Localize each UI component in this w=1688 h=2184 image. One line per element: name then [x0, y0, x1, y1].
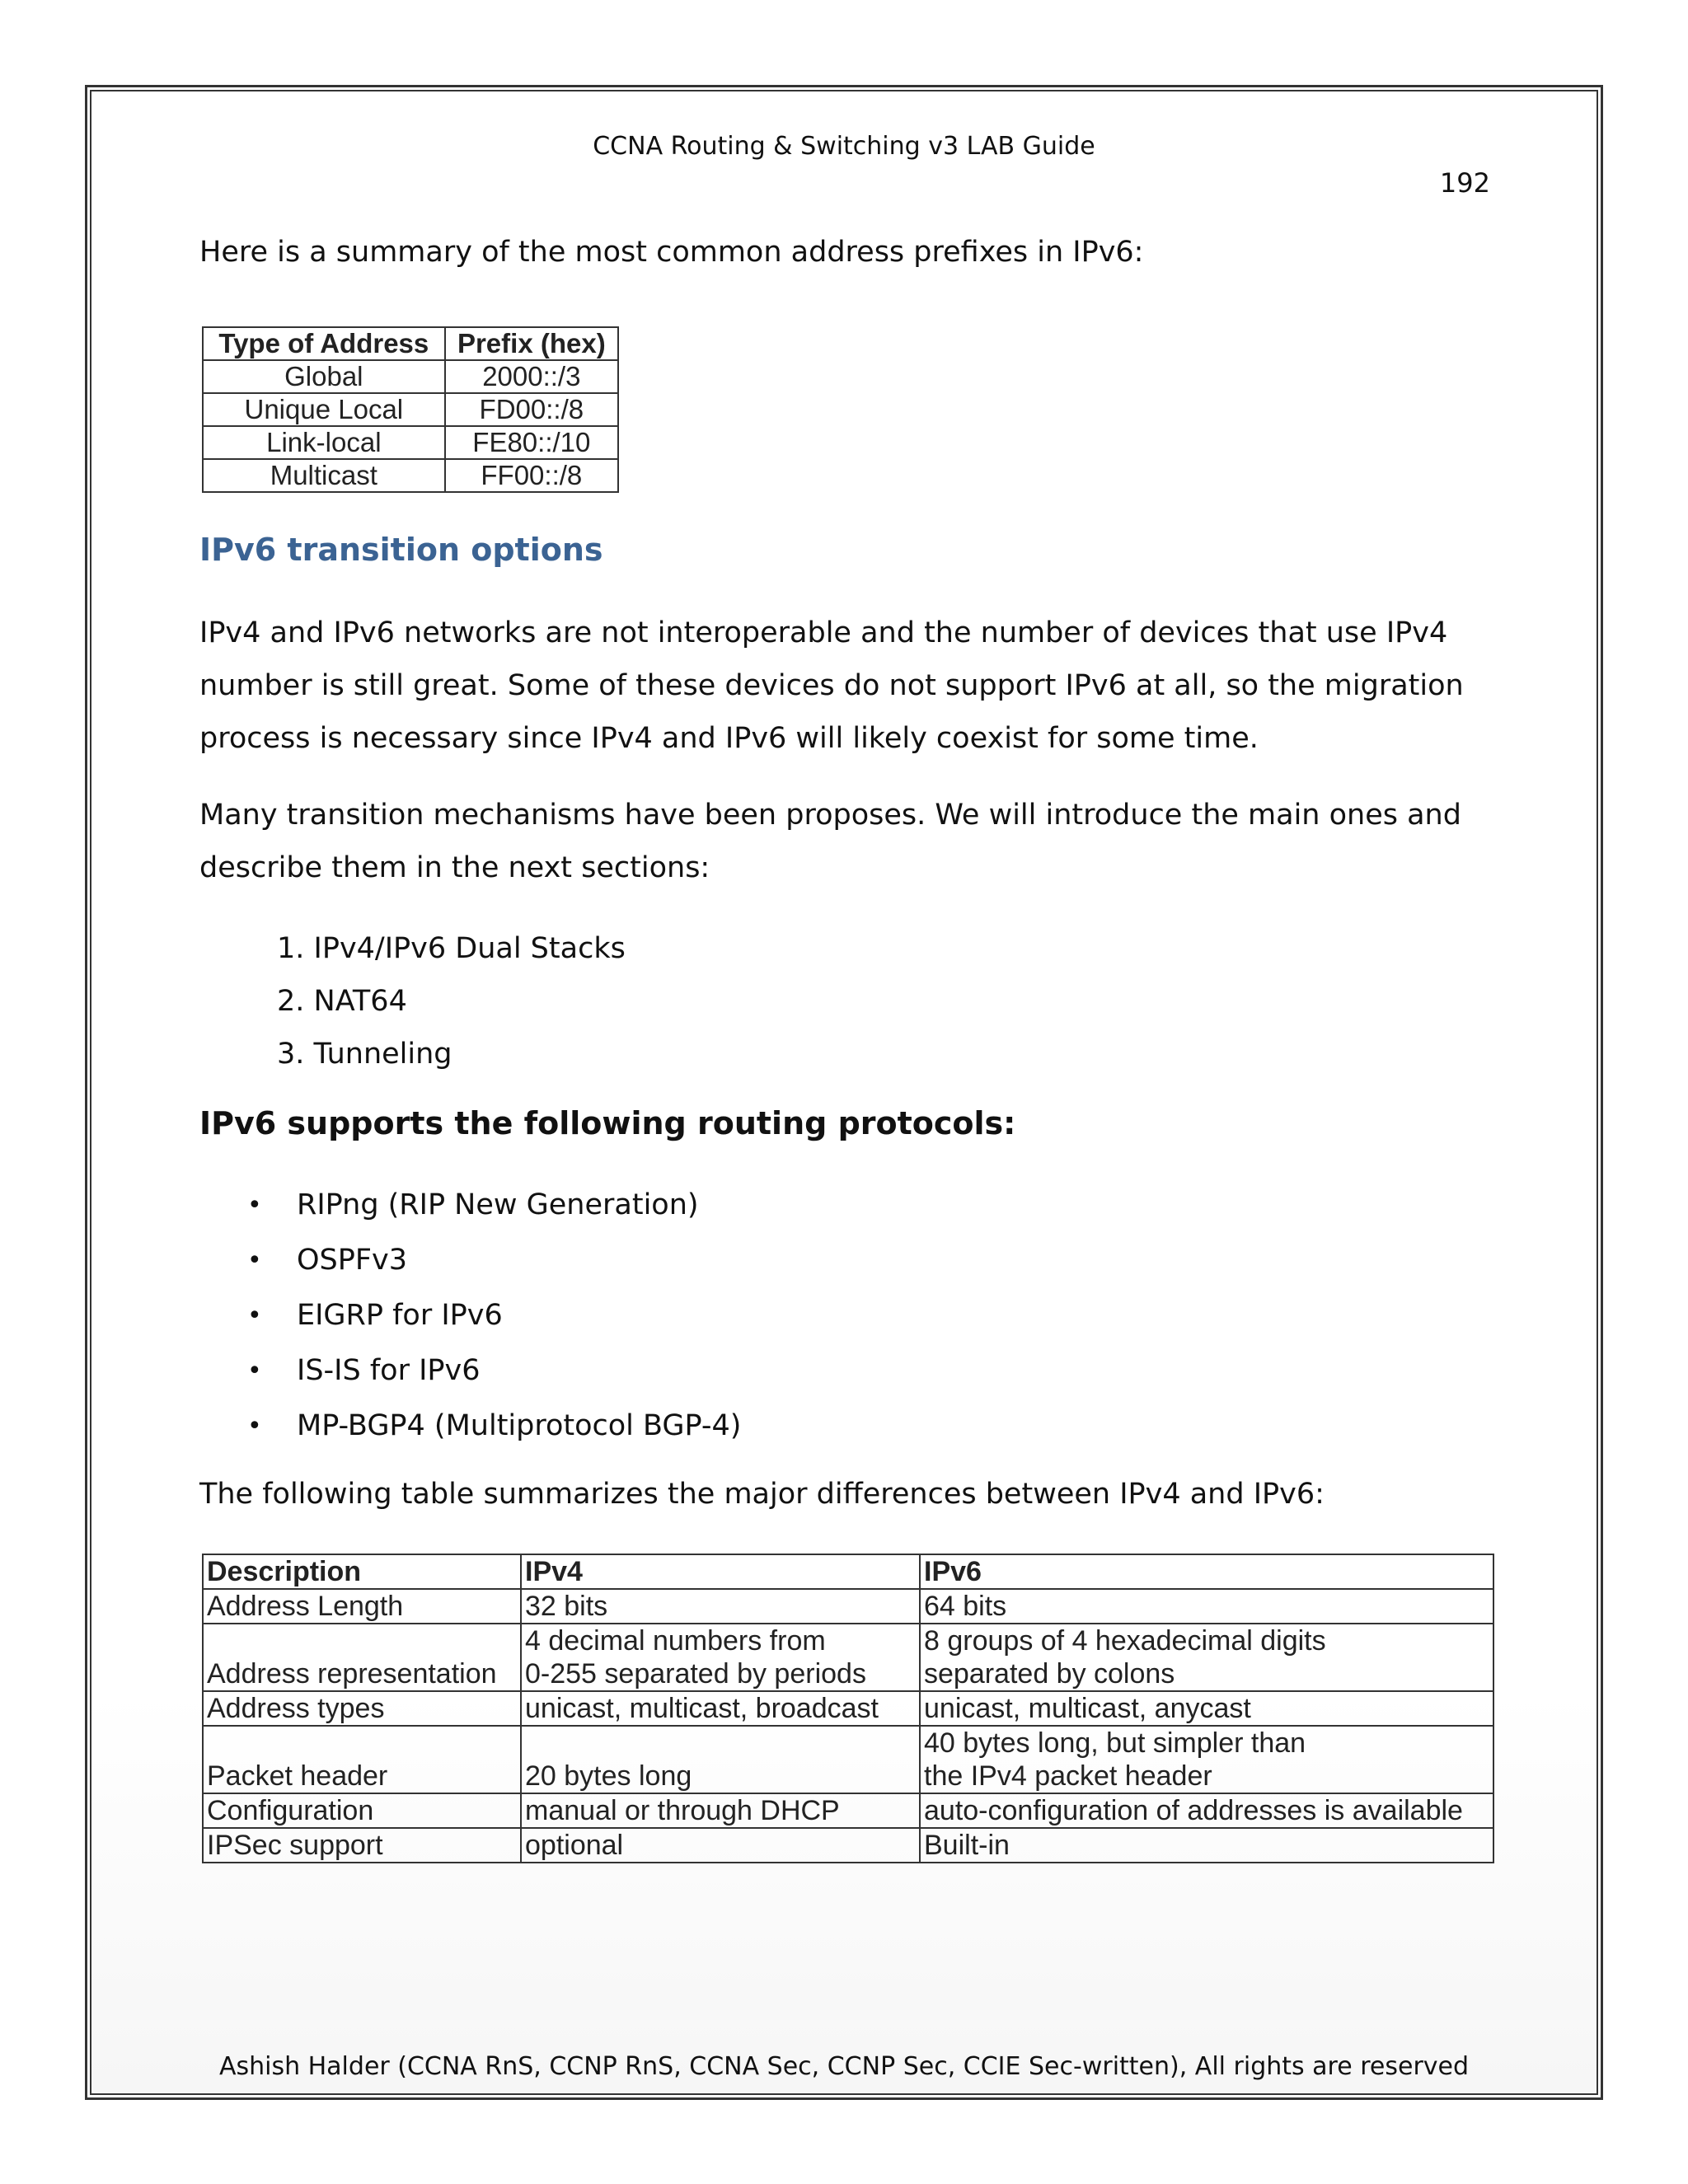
bullet-icon: •	[247, 1301, 262, 1330]
table-cell: Unique Local	[203, 393, 445, 426]
table-cell: FD00::/8	[445, 393, 618, 426]
table-cell: Multicast	[203, 459, 445, 492]
table-cell: Address Length	[203, 1589, 521, 1624]
page-number: 192	[1439, 167, 1490, 199]
table-cell: 32 bits	[521, 1589, 920, 1624]
table-cell: FF00::/8	[445, 459, 618, 492]
table-cell: 64 bits	[920, 1589, 1493, 1624]
prefix-table-header: Prefix (hex)	[445, 327, 618, 360]
table-row	[203, 459, 618, 492]
list-item: 3. Tunneling	[277, 1038, 452, 1071]
list-item: MP-BGP4 (Multiprotocol BGP-4)	[297, 1409, 742, 1442]
table-row	[203, 1828, 1493, 1863]
cell-line: 4 decimal numbers from	[525, 1625, 826, 1657]
bullet-icon: •	[247, 1357, 262, 1385]
table-row	[203, 1793, 1493, 1828]
table-row	[203, 1691, 1493, 1726]
cell-line: the IPv4 packet header	[924, 1760, 1212, 1792]
table-cell	[920, 1726, 1493, 1793]
cell-line: 40 bytes long, but simpler than	[924, 1727, 1306, 1759]
comparison-table-header: IPv4	[521, 1554, 920, 1589]
table-cell: optional	[521, 1828, 920, 1863]
table-cell: unicast, multicast, anycast	[920, 1691, 1493, 1726]
table-row	[203, 360, 618, 393]
table-cell: FE80::/10	[445, 426, 618, 459]
prefix-table-header: Type of Address	[203, 327, 445, 360]
transition-heading: IPv6 transition options	[199, 532, 603, 568]
bullet-icon: •	[247, 1412, 262, 1441]
table-cell: manual or through DHCP	[521, 1793, 920, 1828]
table-row	[203, 426, 618, 459]
cell-line: separated by colons	[924, 1658, 1175, 1690]
table-cell: Global	[203, 360, 445, 393]
prefix-table-header-row	[203, 327, 618, 360]
bullet-icon: •	[247, 1246, 262, 1275]
comparison-table-header-row	[203, 1554, 1493, 1589]
intro-paragraph: Here is a summary of the most common address prefixes in IPv6:	[199, 236, 1144, 269]
list-item: 2. NAT64	[277, 985, 407, 1018]
table-cell: 2000::/3	[445, 360, 618, 393]
table-cell	[920, 1624, 1493, 1691]
table-cell	[521, 1624, 920, 1691]
comparison-table-header: IPv6	[920, 1554, 1493, 1589]
list-item: EIGRP for IPv6	[297, 1299, 503, 1332]
table-cell: Built-in	[920, 1828, 1493, 1863]
table-cell: auto-configuration of addresses is available	[920, 1793, 1493, 1828]
footer-copyright: Ashish Halder (CCNA RnS, CCNP RnS, CCNA Sec, CCNP Sec, CCIE Sec-written), All rights are reserved	[218, 2052, 1470, 2081]
cell-line: 0-255 separated by periods	[525, 1658, 866, 1690]
table-cell: 20 bytes long	[521, 1726, 920, 1793]
comparison-intro: The following table summarizes the major differences between IPv4 and IPv6:	[199, 1478, 1325, 1511]
transition-paragraph-1: IPv4 and IPv6 networks are not interoperable and the number of devices that use IPv4 number is still great. Some of these devices do not support IPv6 at all, so the migration process is necessary since IPv4 and IPv6 will likely coexist for some time.	[199, 616, 1464, 755]
comparison-table	[202, 1554, 1494, 1863]
list-item: RIPng (RIP New Generation)	[297, 1188, 699, 1221]
table-cell: Link-local	[203, 426, 445, 459]
table-cell: Packet header	[203, 1726, 521, 1793]
routing-heading: IPv6 supports the following routing protocols:	[199, 1105, 1016, 1141]
table-cell: IPSec support	[203, 1828, 521, 1863]
list-item: OSPFv3	[297, 1244, 407, 1277]
table-row	[203, 1589, 1493, 1624]
transition-paragraph-2: Many transition mechanisms have been proposes. We will introduce the main ones and describe them in the next sections:	[199, 799, 1461, 884]
bullet-icon: •	[247, 1191, 262, 1220]
table-row	[203, 1726, 1493, 1793]
table-cell: Address representation	[203, 1624, 521, 1691]
prefix-table	[202, 326, 619, 493]
table-cell: Configuration	[203, 1793, 521, 1828]
cell-line: 8 groups of 4 hexadecimal digits	[924, 1625, 1326, 1657]
running-header: CCNA Routing & Switching v3 LAB Guide	[593, 132, 1095, 161]
table-row	[203, 393, 618, 426]
list-item: IS-IS for IPv6	[297, 1354, 481, 1387]
table-cell: Address types	[203, 1691, 521, 1726]
table-cell: unicast, multicast, broadcast	[521, 1691, 920, 1726]
comparison-table-header: Description	[203, 1554, 521, 1589]
table-row	[203, 1624, 1493, 1691]
list-item: 1. IPv4/IPv6 Dual Stacks	[277, 932, 626, 965]
